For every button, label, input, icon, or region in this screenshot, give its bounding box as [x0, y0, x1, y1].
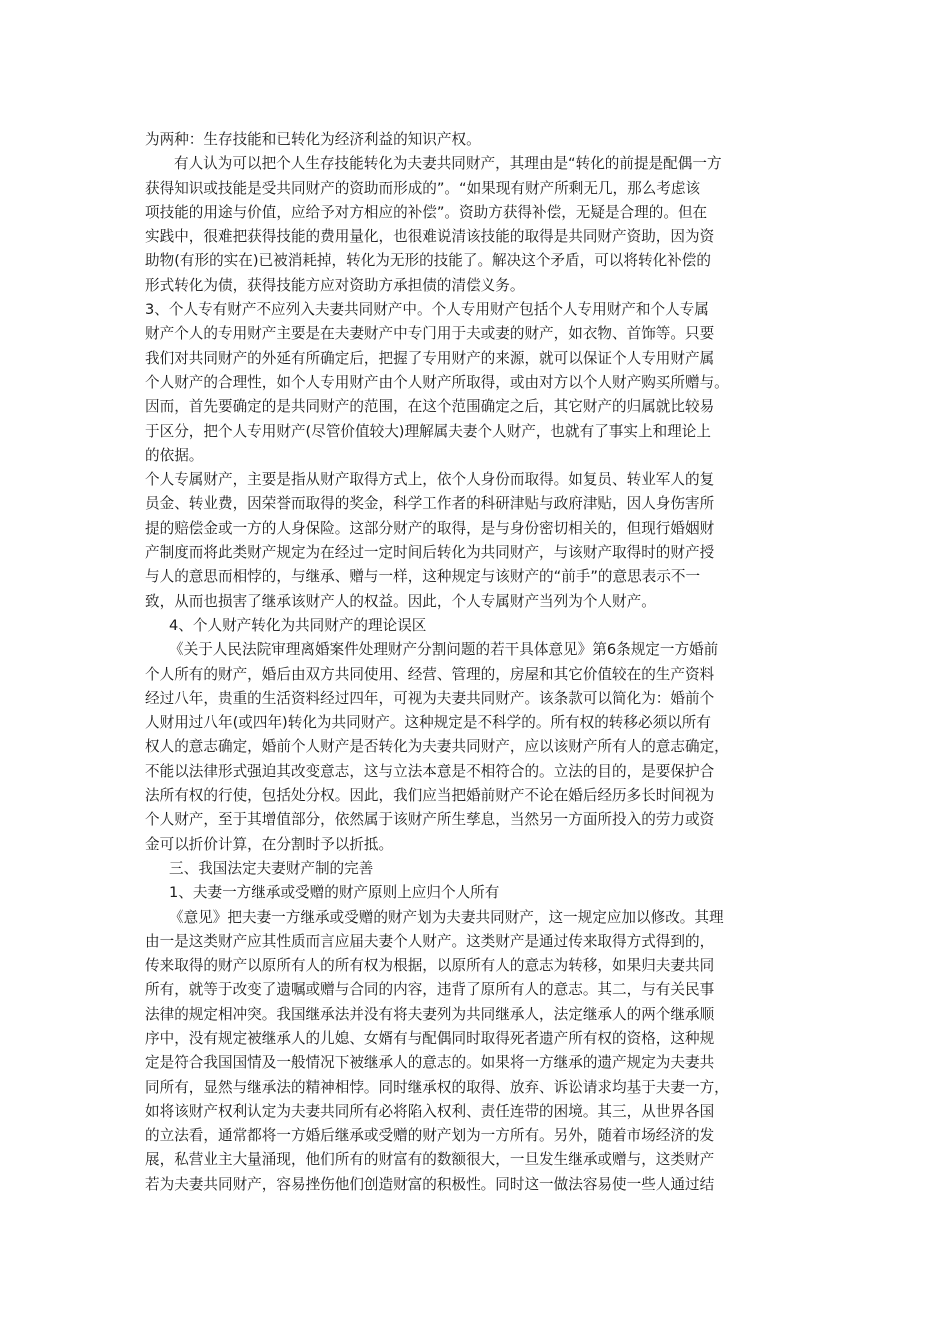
text-line: 致，从而也损害了继承该财产人的权益。因此，个人专属财产当列为个人财产。	[145, 592, 656, 610]
text-line: 金可以折价计算，在分割时予以折抵。	[145, 835, 394, 853]
text-line: 形式转化为债，获得技能方应对资助方承担债的清偿义务。	[145, 276, 525, 294]
text-line: 若为夫妻共同财产，容易挫伤他们创造财富的积极性。同时这一做法容易使一些人通过结	[145, 1175, 715, 1193]
text-line: 为两种：生存技能和已转化为经济利益的知识产权。	[145, 131, 481, 148]
text-line: 个人财产，至于其增值部分，依然属于该财产所生孳息，当然另一方面所投入的劳力或资	[145, 811, 715, 829]
chapter-heading	[145, 857, 811, 881]
text-line: 提的赔偿金或一方的人身保险。这部分财产的取得，是与身份密切相关的，但现行婚姻财	[145, 519, 715, 537]
text-line: 产制度而将此类财产规定为在经过一定时间后转化为共同财产，与该财产取得时的财产授	[145, 544, 715, 562]
text-line: 传来取得的财产以原所有人的所有权为根据，以原所有人的意志为转移，如果归夫妻共同	[145, 957, 715, 975]
text-line: 序中，没有规定被继承人的儿媳、女婿有与配偶同时取得死者遗产所有权的资格，这种规	[145, 1029, 715, 1047]
text-line: 我们对共同财产的外延有所确定后，把握了专用财产的来源，就可以保证个人专用财产属	[145, 349, 715, 367]
text-line: 获得知识或技能是受共同财产的资助而形成的”。“如果现有财产所剩无几，那么考虑该	[145, 179, 701, 197]
text-line: 与人的意思而相悖的，与继承、赠与一样，这种规定与该财产的“前手”的意思表示不一	[145, 568, 701, 586]
text-line: 于区分，把个人专用财产(尽管价值较大)理解属夫妻个人财产，也就有了事实上和理论上	[145, 422, 711, 440]
text-line: 个人财产的合理性，如个人专用财产由个人财产所取得，或由对方以个人财产购买所赠与。	[145, 373, 729, 391]
text-line: 展，私营业主大量涌现，他们所有的财富有的数额很大，一旦发生继承或赠与，这类财产	[145, 1151, 715, 1169]
text-line: 《关于人民法院审理离婚案件处理财产分割问题的若干具体意见》第6条规定一方婚前	[169, 641, 719, 659]
paragraph-1	[145, 128, 811, 152]
text-line: 定是符合我国国情及一般情况下被继承人的意志的。如果将一方继承的遗产规定为夫妻共	[145, 1054, 715, 1072]
text-line: 3、个人专有财产不应列入夫妻共同财产中。个人专用财产包括个人专用财产和个人专属	[145, 301, 709, 319]
text-line: 4、个人财产转化为共同财产的理论误区	[169, 616, 427, 634]
text-line: 如将该财产权利认定为夫妻共同所有必将陷入权利、责任连带的困境。其三，从世界各国	[145, 1102, 715, 1120]
paragraph-4	[145, 468, 811, 614]
section-heading	[145, 614, 811, 638]
document-body	[145, 128, 811, 1197]
paragraph-6	[145, 638, 811, 857]
subsection-heading	[145, 881, 811, 905]
text-line: 由一是这类财产应其性质而言应届夫妻个人财产。这类财产是通过传来取得方式得到的，	[145, 932, 715, 950]
text-line: 财产个人的专用财产主要是在夫妻财产中专门用于夫或妻的财产，如衣物、首饰等。只要	[145, 325, 715, 343]
text-line: 助物(有形的实在)已被消耗掉，转化为无形的技能了。解决这个矛盾，可以将转化补偿的	[145, 252, 711, 270]
text-line: 三、我国法定夫妻财产制的完善	[169, 859, 374, 877]
text-line: 同所有，显然与继承法的精神相悖。同时继承权的取得、放弃、诉讼请求均基于夫妻一方，	[145, 1078, 729, 1096]
text-line: 因而，首先要确定的是共同财产的范围，在这个范围确定之后，其它财产的归属就比较易	[145, 398, 715, 416]
text-line: 员金、转业费，因荣誉而取得的奖金，科学工作者的科研津贴与政府津贴，因人身伤害所	[145, 495, 715, 513]
text-line: 不能以法律形式强迫其改变意志，这与立法本意是不相符合的。立法的目的，是要保护合	[145, 762, 715, 780]
text-line: 1、夫妻一方继承或受赠的财产原则上应归个人所有	[169, 884, 500, 902]
text-line: 实践中，很难把获得技能的费用量化，也很难说清该技能的取得是共同财产资助，因为资	[145, 228, 715, 246]
text-line: 所有，就等于改变了遗嘱或赠与合同的内容，违背了原所有人的意志。其二，与有关民事	[145, 981, 715, 999]
text-line: 经过八年，贵重的生活资料经过四年，可视为夫妻共同财产。该条款可以简化为：婚前个	[145, 689, 715, 707]
text-line: 个人专属财产，主要是指从财产取得方式上，依个人身份而取得。如复员、转业军人的复	[145, 471, 715, 489]
text-line: 法所有权的行使，包括处分权。因此，我们应当把婚前财产不论在婚后经历多长时间视为	[145, 787, 715, 805]
paragraph-2	[145, 152, 811, 298]
text-line: 人财用过八年(或四年)转化为共同财产。这种规定是不科学的。所有权的转移必须以所有	[145, 714, 711, 732]
text-line: 个人所有的财产，婚后由双方共同使用、经营、管理的，房屋和其它价值较在的生产资料	[145, 665, 715, 683]
text-line: 的依据。	[145, 446, 204, 464]
paragraph-9	[145, 906, 811, 1198]
text-line: 权人的意志确定，婚前个人财产是否转化为夫妻共同财产，应以该财产所有人的意志确定，	[145, 738, 729, 756]
text-line: 项技能的用途与价值，应给予对方相应的补偿”。资助方获得补偿，无疑是合理的。但在	[145, 203, 708, 221]
text-line: 《意见》把夫妻一方继承或受赠的财产划为夫妻共同财产，这一规定应加以修改。其理	[169, 908, 724, 926]
text-line: 法律的规定相冲突。我国继承法并没有将夫妻列为共同继承人，法定继承人的两个继承顺	[145, 1005, 715, 1023]
paragraph-3	[145, 298, 811, 468]
text-line: 有人认为可以把个人生存技能转化为夫妻共同财产，其理由是“转化的前提是配偶一方	[174, 155, 722, 173]
text-line: 的立法看，通常都将一方婚后继承或受赠的财产划为一方所有。另外，随着市场经济的发	[145, 1127, 715, 1145]
